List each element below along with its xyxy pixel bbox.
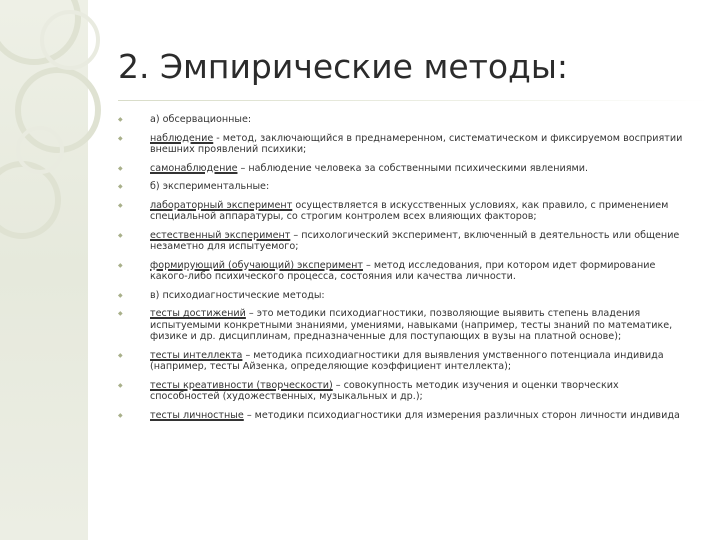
diamond-bullet-icon: ◆ [118, 201, 123, 209]
diamond-bullet-icon: ◆ [118, 291, 123, 299]
diamond-bullet-icon: ◆ [118, 411, 123, 419]
item-term: тесты личностные [150, 409, 244, 421]
diamond-bullet-icon: ◆ [118, 351, 123, 359]
item-text: – метод исследования, при котором идет формирование какого-либо психического процесса, состояния или качества личности. [150, 259, 656, 283]
list-item [118, 350, 686, 373]
item-term: тесты креативности (творческости) [150, 379, 333, 391]
item-term: естественный эксперимент [150, 229, 291, 241]
list-item [118, 308, 686, 342]
diamond-bullet-icon: ◆ [118, 183, 123, 191]
item-term: тесты достижений [150, 308, 246, 320]
item-text: - метод, заключающийся в преднамеренном, систематическом и фиксируемом восприятии внешних проявлений психики; [150, 132, 683, 155]
list-item [118, 163, 686, 174]
item-term: самонаблюдение [150, 162, 238, 174]
list-item [118, 133, 686, 156]
item-text: а) обсервационные: [150, 114, 252, 125]
item-text: осуществляется в искусственных условиях, как правило, с применением специальной аппаратуры, со строгим контролем всех влияющих факторов; [150, 199, 669, 223]
slide-title: 2. Эмпирические методы: [118, 47, 569, 86]
bullet-list [118, 114, 686, 428]
diamond-bullet-icon: ◆ [118, 164, 123, 172]
diamond-bullet-icon: ◆ [118, 310, 123, 318]
list-item [118, 380, 686, 403]
list-item [118, 230, 686, 253]
diamond-bullet-icon: ◆ [118, 134, 123, 142]
list-item [118, 114, 686, 125]
diamond-bullet-icon: ◆ [118, 381, 123, 389]
item-text: в) психодиагностические методы: [150, 289, 325, 301]
list-item [118, 290, 686, 301]
item-text: – психологический эксперимент, включенный в деятельность или общение незаметно для испытуемого; [150, 229, 680, 253]
decorative-rings-icon [0, 0, 120, 540]
diamond-bullet-icon: ◆ [118, 231, 123, 239]
list-item [118, 410, 686, 421]
item-text: – методики психодиагностики для измерения различных сторон личности индивида [243, 409, 680, 421]
diamond-bullet-icon: ◆ [118, 116, 123, 123]
item-term: тесты интеллекта [150, 349, 243, 361]
list-item [118, 181, 686, 192]
list-item [118, 200, 686, 223]
item-text: – наблюдение человека за собственными психическими явлениями. [237, 162, 589, 174]
item-term: формирующий (обучающий) эксперимент [150, 259, 363, 271]
item-text: – это методики психодиагностики, позволяющие выявить степень владения испытуемыми конкретными знаниями, умениями, навыками (например, тесты знаний по математике, физике и др. дисциплинам, предназначенные для поступающих в вузы на платной основе); [150, 308, 673, 343]
item-term: лабораторный эксперимент [150, 199, 293, 211]
item-text: – методика психодиагностики для выявления умственного потенциала индивида (например, тесты Айзенка, определяющие коэффициент интеллекта); [150, 349, 664, 373]
list-item [118, 260, 686, 283]
title-divider [118, 100, 708, 101]
diamond-bullet-icon: ◆ [118, 261, 123, 269]
item-text: – совокупность методик изучения и оценки творческих способностей (художественных, музыкальных и др.); [150, 379, 619, 403]
item-text: б) экспериментальные: [150, 181, 270, 193]
item-term: наблюдение [150, 132, 214, 144]
